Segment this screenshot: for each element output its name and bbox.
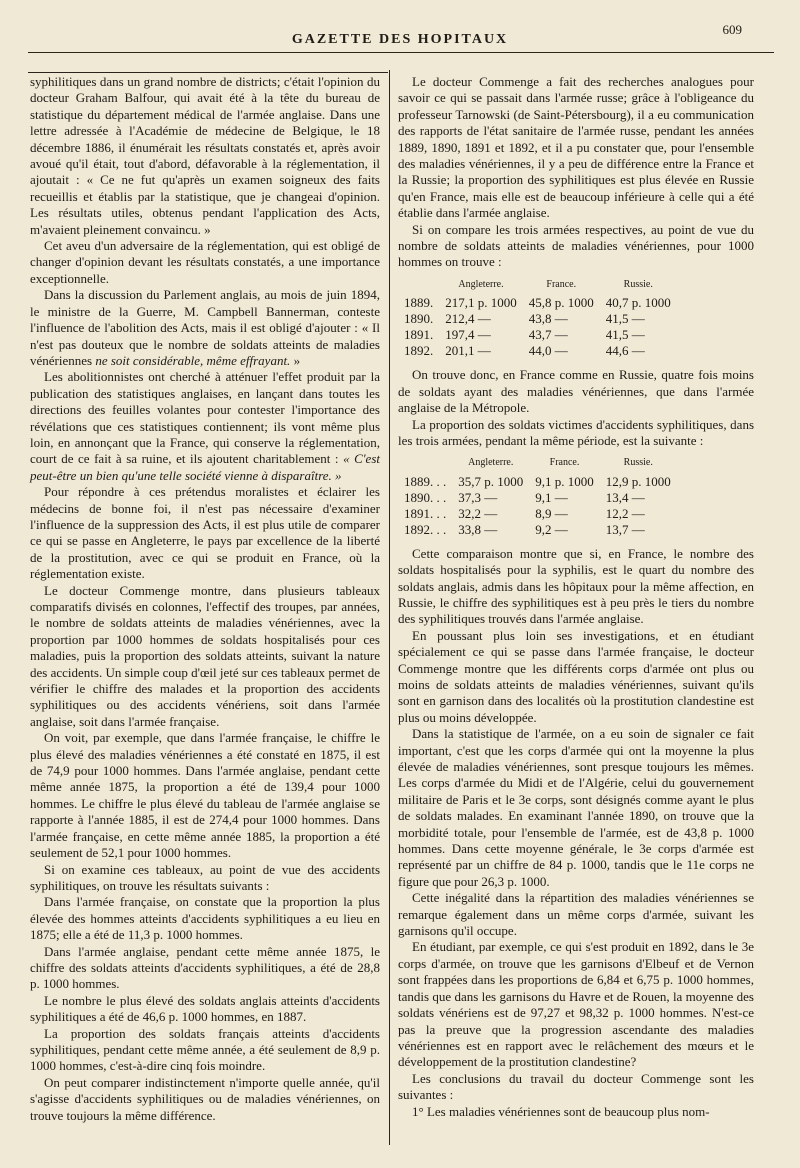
table-header-row: [402, 455, 677, 473]
venereal-table: [402, 277, 677, 359]
table-cell: 9,1 p. 1000: [535, 473, 594, 489]
paragraph: Dans l'armée anglaise, pendant cette même année 1875, le chiffre des soldats atteints d'accidents syphilitiques, a été de 28,8 p. 1000 hommes.: [30, 943, 380, 992]
table-cell: 41,5 —: [605, 327, 645, 343]
table-cell: 212,4 —: [445, 311, 491, 327]
table-header: Russie.: [623, 278, 653, 290]
table-cell-year: 1891. . .: [404, 505, 447, 521]
header-rule: [28, 52, 774, 53]
table-header-year: [402, 455, 452, 473]
paragraph: 1° Les maladies vénériennes sont de beaucoup plus nom-: [412, 1103, 710, 1119]
table-cell: 43,7 —: [528, 327, 568, 343]
table-cell: 33,8 —: [458, 521, 498, 537]
table-cell-year: 1890. . .: [404, 489, 447, 505]
table-cell: 43,8 —: [528, 311, 568, 327]
paragraph: Le docteur Commenge montre, dans plusieurs tableaux comparatifs divisés en colonnes, l'effectif des troupes, par années, le nombre de soldats atteints de maladies vénériennes, avec la proportion par 1000 hommes de soldats hospitalisés pour ces maladies, puis la proportion des soldats atteints, suivant la nature des accidents. Un simple coup d'œil jeté sur ces tableaux permet de vérifier le chiffre des malades et la proportion des accidents syphilitiques ou des accidents vénériens, soit dans l'armée anglaise, soit dans l'armée française.: [30, 582, 380, 729]
paragraph-text: Dans la discussion du Parlement anglais, au mois de juin 1894, le ministre de la Guerre, M. Campbell Bannerman, conteste l'influence de l'abolition des Acts, mais il est obligé d'ajouter : « Il n'est pas douteux que le nombre de soldats atteints de maladies vénériennes: [30, 287, 380, 368]
table-row: [402, 295, 677, 311]
table-cell: 45,8 p. 1000: [528, 295, 594, 311]
paragraph: En étudiant, par exemple, ce qui s'est produit en 1892, dans le 3e corps d'armée, on trouve que les garnisons d'Elbeuf et de Vernon sont frappées dans les proportions de 6,84 et 6,75 p. 1000 hommes, tandis que dans les garnisons du Havre et de Rouen, la moyenne des soldats vénériens est de 97,27 et 98,32 p. 1000 hommes. N'est-ce pas la preuve que la progression ascendante des maladies vénériennes est en rapport avec le relâchement des mœurs et le développement de la prostitution clandestine?: [398, 939, 754, 1070]
running-head: GAZETTE DES HOPITAUX: [291, 32, 509, 47]
table-cell-year: 1891.: [404, 327, 434, 343]
table-row: [402, 522, 677, 538]
table-header: France.: [546, 278, 577, 290]
paragraph: [30, 287, 380, 369]
table-cell: 32,2 —: [458, 505, 498, 521]
section-rule: [28, 72, 388, 73]
table-cell: 13,4 —: [605, 489, 645, 505]
table-row: [402, 474, 677, 490]
table-header: Angleterre.: [468, 457, 514, 469]
paragraph: Dans l'armée française, on constate que la proportion la plus élevée des hommes atteints d'accidents syphilitiques a eu lieu en 1875; elle a été de 11,3 p. 1000 hommes.: [30, 894, 380, 943]
table-cell: 12,2 —: [605, 505, 645, 521]
table-row: [402, 311, 677, 327]
table-cell: 8,9 —: [535, 505, 568, 521]
table-cell-year: 1892.: [404, 343, 434, 359]
paragraph: Si on examine ces tableaux, au point de vue des accidents syphilitiques, on trouve les résultats suivants :: [30, 861, 380, 893]
table-row: [402, 506, 677, 522]
page-number: 609: [722, 22, 742, 37]
table-cell: 40,7 p. 1000: [605, 295, 671, 311]
table-cell: 37,3 —: [458, 489, 498, 505]
table-cell: 9,2 —: [535, 521, 568, 537]
table-cell-year: 1890.: [404, 311, 434, 327]
table-cell: 44,0 —: [528, 343, 568, 359]
italic-quote: « C'est peut-être un bien qu'une telle société vienne à disparaître. »: [30, 451, 380, 483]
table-header-year: [402, 277, 439, 295]
paragraph: Si on compare les trois armées respectives, au point de vue du nombre de soldats atteints de maladies vénériennes, pour 1000 hommes on trouve :: [398, 221, 754, 270]
column-divider: [389, 70, 390, 1145]
table-cell: 197,4 —: [445, 327, 491, 343]
paragraph-text: Les abolitionnistes ont cherché à atténuer l'effet produit par la publication des statistiques anglaises, en lançant dans toutes les directions des feuilles volantes pour contester l'importance des révélations que ces statistiques contiennent; ils vont même plus loin, en annonçant que la France, qui conserve la réglementation, court de ce fait à sa ruine, et ils ajoutent charitablement :: [30, 369, 380, 467]
paragraph: Les conclusions du travail du docteur Commenge sont les suivantes :: [398, 1070, 754, 1103]
paragraph: On peut comparer indistinctement n'importe quelle année, qu'il s'agisse d'accidents syphilitiques ou de maladies vénériennes, on trouve toujours la même différence.: [30, 1074, 380, 1123]
paragraph: En poussant plus loin ses investigations, et en étudiant spécialement ce qui se passe dans l'armée française, le docteur Commenge montre que les différents corps d'armée ont plus ou moins de soldats atteints de maladies vénériennes, suivant qu'ils sont en garnison dans des localités où la prostitution clandestine est plus ou moins développée.: [398, 627, 754, 725]
table-header: Russie.: [623, 457, 653, 469]
paragraph: On voit, par exemple, que dans l'armée française, le chiffre le plus élevé des maladies vénériennes a été constaté en 1875, il est de 74,9 pour 1000 hommes. Dans l'armée anglaise, pendant cette même année 1875, la proportion a été de 139,4 pour 1000 hommes. Le chiffre le plus élevé du tableau de l'armée anglaise se rapporte à l'année 1885, il est de 274,4 pour 1000 hommes. Dans l'armée française, en cette même année 1885, la proportion a été seulement de 52,1 pour 1000 hommes.: [30, 730, 380, 861]
table-header: France.: [549, 457, 580, 469]
left-column: [30, 74, 380, 1124]
paragraph: syphilitiques dans un grand nombre de districts; c'était l'opinion du docteur Graham Balfour, qui avait été à la tête du bureau de statistique du département médical de l'armée anglaise. Dans une lettre adressée à l'Académie de médecine de Belgique, le 18 décembre 1886, il énumérait les résultats constatés et, après avoir avoué qu'il était, tout d'abord, défavorable à la réglementation, il ajoutait : « Ce ne fut qu'après un examen soigneux des faits recueillis et établis par la statistique, que je changeai d'opinion. Les résultats utiles, obtenus pendant l'application des Acts, m'avaient pleinement convaincu. »: [30, 74, 380, 237]
paragraph: [30, 369, 380, 484]
table-cell-year: 1889.: [404, 295, 434, 311]
quote-close: »: [290, 352, 301, 368]
paragraph: Dans la statistique de l'armée, on a eu soin de signaler ce fait important, c'est que les corps d'armée qui ont la moyenne la plus élevée de maladies vénériennes, sont presque toujours les mêmes. Les corps d'armée du Midi et de l'Algérie, celui du gouvernement militaire de Paris et le 3e corps, sont désignés comme ayant le plus de soldats malades. En examinant l'année 1890, on trouve que la morbidité totale, pour l'ensemble de l'armée, est de 43,8 p. 1000 hommes. Dans cette moyenne générale, le 3e corps d'armée est représenté par un chiffre de 84 p. 1000, tandis que le 11e corps ne figure que pour 26,3 p. 1000.: [398, 726, 754, 889]
table-cell: 13,7 —: [605, 521, 645, 537]
paragraph: Le docteur Commenge a fait des recherches analogues pour savoir ce qui se passait dans l'armée russe; grâce à l'obligeance du professeur Tarnowski (de Saint-Pétersbourg), il a eu communication des rapports de l'état sanitaire de l'armée russe, pendant les années 1889, 1890, 1891 et 1892, et il a pu constater que, pour l'ensemble des maladies vénériennes, il y a peu de différence entre la France et la Russie; la proportion des syphilitiques est plus élevée en Russie qu'en France, mais elle est de beaucoup inférieure à celle qui a été établie dans l'armée anglaise.: [398, 74, 754, 221]
table-header: Angleterre.: [458, 278, 504, 290]
paragraph: Le nombre le plus élevé des soldats anglais atteints d'accidents syphilitiques a été de 46,6 p. 1000 hommes, en 1887.: [30, 992, 380, 1025]
paragraph: Cet aveu d'un adversaire de la réglementation, qui est obligé de changer d'opinion devant les résultats constatés, a une importance exceptionnelle.: [30, 238, 380, 286]
table-cell: 41,5 —: [605, 311, 645, 327]
table-cell: 44,6 —: [605, 343, 645, 359]
table-header-row: [402, 277, 677, 295]
table-row: [402, 490, 677, 506]
table-row: [402, 343, 677, 359]
paragraph: La proportion des soldats victimes d'accidents syphilitiques, dans les trois armées, pendant la même période, est la suivante :: [398, 416, 754, 448]
table-cell: 217,1 p. 1000: [445, 295, 517, 311]
table-cell-year: 1889. . .: [404, 473, 447, 489]
paragraph: Pour répondre à ces prétendus moralistes et éclairer les médecins de bonne foi, il n'est pas nécessaire d'examiner l'influence de la suppression des Acts, il est plus utile de comparer ce qui se passe en Angleterre, le pays par excellence de la liberté de la prostitution, avec ce qui se produit en France, où la réglementation existe.: [30, 484, 380, 582]
table-cell: 9,1 —: [535, 489, 568, 505]
paragraph: Cette inégalité dans la répartition des maladies vénériennes se remarque également dans un même corps d'armée, suivant les garnisons qu'il occupe.: [398, 890, 754, 939]
syphilis-table: [402, 455, 677, 537]
paragraph: La proportion des soldats français atteints d'accidents syphilitiques, pendant cette même année, a été seulement de 8,9 p. 1000 hommes, c'est-à-dire cinq fois moindre.: [30, 1025, 380, 1074]
table-cell: 201,1 —: [445, 343, 491, 359]
table-cell-year: 1892. . .: [404, 521, 447, 537]
right-column: [398, 74, 754, 1120]
table-row: [402, 327, 677, 343]
paragraph: Cette comparaison montre que si, en France, le nombre des soldats hospitalisés pour la syphilis, est le quart du nombre des soldats anglais, admis dans les hôpitaux pour la même affection, en Russie, le chiffre des syphilitiques est à peu près le tiers du nombre des syphilitiques trouvés dans l'armée anglaise.: [398, 545, 754, 627]
paragraph: On trouve donc, en France comme en Russie, quatre fois moins de soldats ayant des maladies vénériennes, que dans l'armée anglaise de la Métropole.: [398, 367, 754, 416]
italic-quote: ne soit considérable, même effrayant.: [95, 352, 291, 368]
table-cell: 35,7 p. 1000: [458, 473, 524, 489]
table-cell: 12,9 p. 1000: [605, 473, 671, 489]
